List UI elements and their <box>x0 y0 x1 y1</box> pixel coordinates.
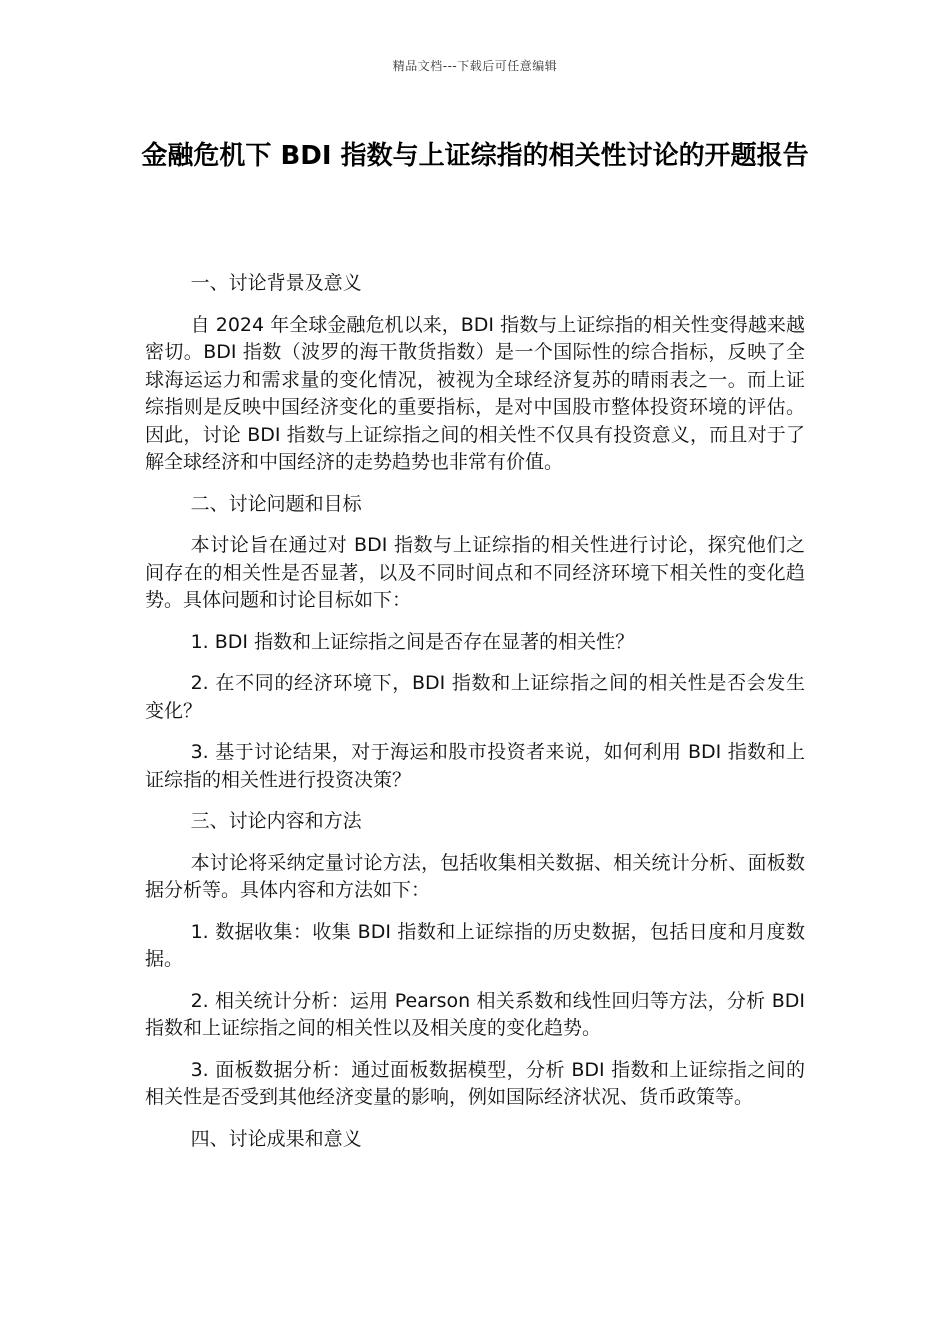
paragraph-goals: 本讨论旨在通过对 BDI 指数与上证综指的相关性进行讨论，探究他们之间存在的相关性是否显著，以及不同时间点和不同经济环境下相关性的变化趋势。具体问题和讨论目标如下： <box>145 534 805 611</box>
list-item-goal-2: 2. 在不同的经济环境下，BDI 指数和上证综指之间的相关性是否会发生变化？ <box>145 672 805 722</box>
section-heading-1: 一、讨论背景及意义 <box>190 272 362 294</box>
paragraph-methods: 本讨论将采纳定量讨论方法，包括收集相关数据、相关统计分析、面板数据分析等。具体内容和方法如下： <box>145 851 805 901</box>
section-heading-3: 三、讨论内容和方法 <box>190 810 362 832</box>
document-body <box>145 270 805 1167</box>
list-item-method-3: 3. 面板数据分析：通过面板数据模型，分析 BDI 指数和上证综指之间的相关性是否受到其他经济变量的影响，例如国际经济状况、货币政策等。 <box>145 1058 805 1108</box>
list-item-method-2: 2. 相关统计分析：运用 Pearson 相关系数和线性回归等方法，分析 BDI 指数和上证综指之间的相关性以及相关度的变化趋势。 <box>145 989 805 1039</box>
header-note: 精品文档---下载后可任意编辑 <box>392 59 558 73</box>
list-item-method-1: 1. 数据收集：收集 BDI 指数和上证综指的历史数据，包括日度和月度数据。 <box>145 920 805 970</box>
document-title: 金融危机下 BDI 指数与上证综指的相关性讨论的开题报告 <box>141 141 809 171</box>
list-item-goal-3: 3. 基于讨论结果，对于海运和股市投资者来说，如何利用 BDI 指数和上证综指的相关性进行投资决策？ <box>145 741 805 791</box>
list-item-goal-1: 1. BDI 指数和上证综指之间是否存在显著的相关性？ <box>190 630 635 653</box>
paragraph-background: 自 2024 年全球金融危机以来，BDI 指数与上证综指的相关性变得越来越密切。BDI 指数（波罗的海干散货指数）是一个国际性的综合指标，反映了全球海运运力和需求量的变化情况，被视为全球经济复苏的晴雨表之一。而上证综指则是反映中国经济变化的重要指标，是对中国股市整体投资环境的评估。因此，讨论 BDI 指数与上证综指之间的相关性不仅具有投资意义，而且对于了解全球经济和中国经济的走势趋势也非常有价值。 <box>145 313 805 473</box>
section-heading-4: 四、讨论成果和意义 <box>190 1127 362 1150</box>
section-heading-2: 二、讨论问题和目标 <box>190 492 362 515</box>
